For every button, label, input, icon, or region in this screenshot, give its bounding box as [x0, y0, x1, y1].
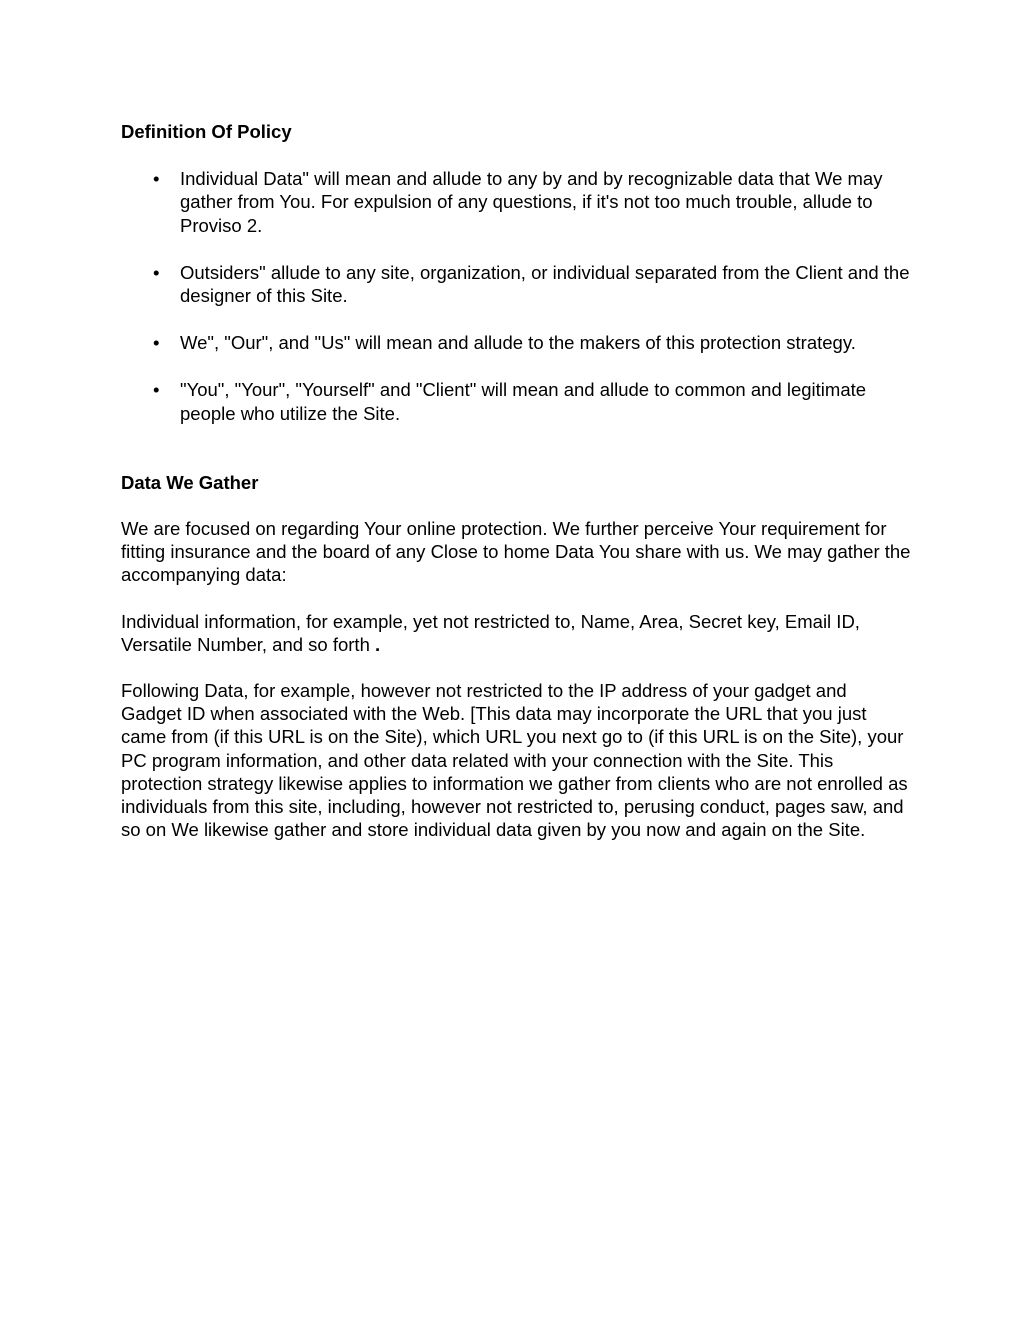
document-page	[121, 120, 911, 864]
bullet-icon: •	[153, 379, 160, 401]
bullet-icon: •	[153, 261, 160, 283]
bullet-icon: •	[153, 168, 160, 190]
list-item-text: We", "Our", and "Us" will mean and allude to the makers of this protection strategy.	[180, 332, 856, 354]
bullet-icon: •	[153, 332, 160, 354]
list-item-text: Outsiders" allude to any site, organization, or individual separated from the Client and the designer of this Site.	[180, 261, 910, 307]
list-item-text: "You", "Your", "Yourself" and "Client" will mean and allude to common and legitimate people who utilize the Site.	[180, 379, 867, 424]
section-heading-definition-of-policy: Definition Of Policy	[121, 121, 292, 142]
list-item	[121, 378, 911, 424]
data-we-gather-section	[121, 471, 911, 842]
paragraph-individual-information	[121, 610, 911, 656]
paragraph-intro: We are focused on regarding Your online protection. We further perceive Your requirement for fitting insurance and the board of any Close to home Data You share with us. We may gather the accompanying data:	[121, 518, 911, 586]
section-heading-data-we-gather: Data We Gather	[121, 471, 259, 493]
list-item	[121, 331, 911, 354]
list-item	[121, 261, 911, 307]
paragraph-following-data: Following Data, for example, however not restricted to the IP address of your gadget and Gadget ID when associated with the Web. [This data may incorporate the URL that you just came from (if this URL is on the Site), which URL you next go to (if this URL is on the Site), your PC program information, and other data related with your connection with the Site. This protection strategy likewise applies to information we gather from clients who are not enrolled as individuals from this site, including, however not restricted to, perusing conduct, pages saw, and so on We likewise gather and store individual data given by you now and again on the Site.	[121, 680, 908, 841]
list-item-text: Individual Data" will mean and allude to any by and by recognizable data that We may gather from You. For expulsion of any questions, if it's not too much trouble, allude to Proviso 2.	[180, 168, 883, 236]
paragraph-text: Individual information, for example, yet not restricted to, Name, Area, Secret key, Email ID, Versatile Number, and so forth	[121, 610, 860, 655]
trailing-period: .	[375, 633, 381, 655]
list-item	[121, 167, 911, 237]
definitions-list	[121, 167, 911, 425]
